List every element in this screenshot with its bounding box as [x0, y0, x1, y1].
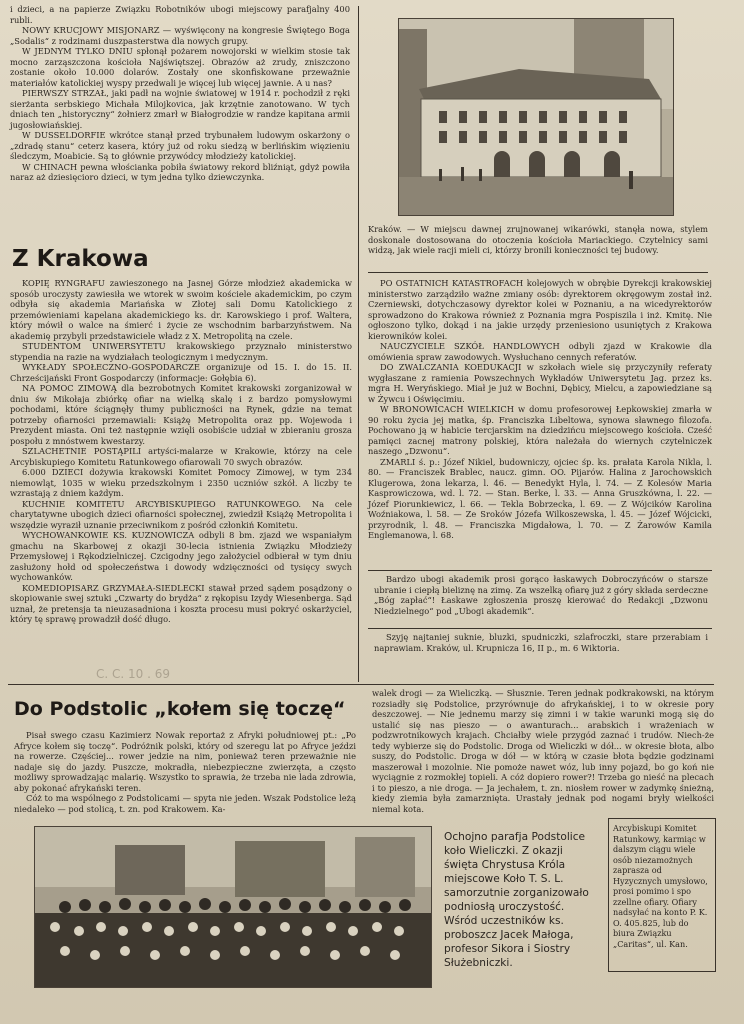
- section-heading-podstolice: Do Podstolic „kołem się toczę“: [14, 698, 346, 720]
- news-item: STUDENTOM UNIWERSYTETU krakowskiego przyznało ministerstwo stypendia na razie na wydziałach teologicznym i medycznym.: [10, 341, 352, 362]
- handwritten-note: C. C. 10 . 69: [96, 667, 170, 681]
- news-item: ZMARLI ś. p.: Józef Nikiel, budowniczy, ojciec śp. ks. prałata Karola Nikla, l. 80. — Franciszek Brablec, naucz. gimn. OO. Pijarów. Halina z Jarochowskich Klugerowa, żona lekarza, l. 46. — Benedykt Hyla, l. 74. — Z Kolesów Maria Kasprowiczowa, wd. l. 72. — Stan. Berke, l. 33. — Anna Gruszkówna, l. 22. — Józef Piorunkiewicz, l. 66. — Tekla Bobrzecka, l. 69. — Z Wójcików Karolina Woźniakowa, l. 58. — Ze Sroków Józefa Wilkoszewska, l. 45. — Józef Wójcicki, przyrodnik, l. 48. — Franciszka Migdałowa, l. 70. — Z Żarowów Kamila Englemanowa, l. 68.: [368, 456, 712, 540]
- news-item: PIERWSZY STRZAŁ, jaki padł na wojnie światowej w 1914 r. pochodził z ręki sierżanta serbskiego Michała Milojkovica, jak krzętnie zanotowano. W tych dniach ten „historyczny“ żołnierz zmarł w Białogrodzie w randze kapitana armii jugosłowiańskiej.: [10, 88, 350, 130]
- news-item: DO ZWALCZANIA KOEDUKACJI w szkołach wiele się przyczyniły referaty wygłaszane z ramienia Powszechnych Wykładów Uniwersytetu Jag. przez ks. mgra H. Weryńskiego. Miał je już w Bochni, Dębicy, Mielcu, a zapowiedziane są w Żywcu i Oświęcimiu.: [368, 362, 712, 404]
- news-item: i dzieci, a na papierze Związku Robotników ubogi miejscowy parafjalny 400 rubli.: [10, 4, 350, 25]
- news-item: W DUSSELDORFIE wkrótce stanął przed trybunałem ludowym oskarżony o „zdradę stanu“ ceterz kasera, który już od roku siedzą w berlińskim więzieniu śledczym, Moabicie. Są to głównie przywódcy młodzieży katolickiej.: [10, 130, 350, 161]
- news-item: WYKŁADY SPOŁECZNO-GOSPODARCZE organizuje od 15. I. do 15. II. Chrześcijański Front Gospodarczy (informacje: Gołębia 6).: [10, 362, 352, 383]
- podstolice-left-column: Pisał swego czasu Kazimierz Nowak reportaż z Afryki południowej pt.: „Po Afryce kołem się toczę“. Podróżnik polski, który od szeregu lat po Afryce jeździ na rowerze. Częściej... rower jedzie na nim, ponieważ teren przeważnie nie nadaje się do jazdy. Puszcze, mokradła, niebezpieczne zwierzęta, a często możliwy sprowadzając malarię. Wszystko to sprawia, że trzeba nie lada zdrowia, aby pokonać afrykański teren. Cóż to ma wspólnego z Podstolicami — spyta nie jeden. Wszak Podstolice leżą niedaleko — pod stolicą, t. zn. pod Krakowem. Ka-: [14, 730, 356, 814]
- horizontal-rule: [368, 570, 712, 571]
- top-left-news: [10, 4, 350, 244]
- crowd-illustration: [35, 827, 431, 987]
- notice-ubogi-akademik: Bardzo ubogi akademik prosi gorąco łaskawych Dobroczyńców o starsze ubranie i ciepłą bieliznę na zimę. Za wszelką ofiarę już z góry składa serdeczne „Bóg zapłać“! Łaskawe zgłoszenia proszę kierować do Redakcji „Dzwonu Niedzielnego“ pod „Ubogi akademik“.: [374, 574, 708, 616]
- building-illustration: [399, 19, 673, 215]
- right-news-column: [368, 278, 712, 568]
- news-item: NOWY KRUCJOWY MISJONARZ — wyświęcony na kongresie Świętego Boga „Sodalis“ z rodzinami duszpasterstwa dla nowych grupy.: [10, 25, 350, 46]
- news-item: KOMEDIOPISARZ GRZYMAŁA-SIEDLECKI stawał przed sądem posądzony o skopiowanie swej sztuki „Czwarty do brydża“ z rękopisu Izydy Wiesenberga. Sąd uznał, że pretensja ta nieuzasadniona i koszta procesu musi pokryć oskarżyciel, który tę sprawę prowadził dość długo.: [10, 582, 352, 624]
- photo-top-caption: Kraków. — W miejscu dawnej zrujnowanej wikarówki, stanęła nowa, stylem doskonale dostosowana do otoczenia kościoła Mariackiego. Czytelnicy sami widzą, jak wiele racji mieli ci, którzy bronili konieczności tej budowy.: [368, 224, 708, 255]
- column-divider: [358, 6, 359, 682]
- horizontal-rule: [368, 628, 712, 629]
- news-item: W JEDNYM TYLKO DNIU spłonął pożarem nowojorski w wielkim stosie tak mocno zarząszczona kościoła Najświętszej. Obrazów aż zrudy, zniszczono zostanie około 10.000 dolarów. Zostały one skonfiskowane przeważnie materiałów katolickiej wyspy przedwali je więcej lub więcej jawnie. A u nas?: [10, 46, 350, 88]
- news-item: SZLACHETNIE POSTĄPILI artyści-malarze w Krakowie, którzy na cele Arcybiskupiego Komitetu Ratunkowego ofiarowali 70 swych obrazów.: [10, 446, 352, 467]
- arcybiskupi-komitet-box: Arcybiskupi Komitet Ratunkowy, karmiąc w dalszym ciągu wiele osób niezamożnych zaprasza od Hyzycznych umysłowo, prosi pomimo i spo zzellne ofiary. Ofiary nadsyłać na konto P. K. O. 405.825, lub do biura Związku „Caritas“, ul. Kan.: [608, 818, 716, 972]
- news-item: PO OSTATNICH KATASTROFACH kolejowych w obrębie Dyrekcji krakowskiej ministerstwo zarządziło ważne zmiany osób: dyrektorem okręgowym został inż. Czerniewski, dotychczasowy dyrektor kolei w Poznaniu, a na wicedyrektorów sprowadzono do Krakowa również z Poznania mgra Pospiszila i inż. Kmitę. Nie ogłoszono tylko, dokąd i na jakie urzędy przeniesiono usuniętych z Krakowa kierowników kolei.: [368, 278, 712, 341]
- news-item: NAUCZYCIELE SZKÓŁ HANDLOWYCH odbyli zjazd w Krakowie dla omówienia spraw zawodowych. Wysłuchano cennych referatów.: [368, 341, 712, 362]
- news-item: KUCHNIE KOMITETU ARCYBISKUPIEGO RATUNKOWEGO. Na cele charytatywne ubogich dzieci ofiarności społecznej, zwiedził Książę Metropolita i wszędzie wyraził uznanie przeciwnikom z pośród członkiń Komitetu.: [10, 498, 352, 530]
- news-item: WYCHOWANKOWIE KS. KUZNOWICZA odbyli 8 bm. zjazd we wspaniałym gmachu na Skarbowej z okazji 30-lecia istnienia Związku Młodzieży Przemysłowej i Rękodzielniczej. Czcigodny jego założyciel odbierał w tym dniu zasłużony hołd od społeczeństwa i dowody wdzięczności od tysięcy swych wychowanków.: [10, 530, 352, 582]
- photo-bottom-caption: Ochojno parafja Podstolice koło Wieliczki. Z okazji święta Chrystusa Króla miejscowe Koło T. S. L. samorzutnie zorganizowało podniosłą uroczystość. Wśród uczestników ks. proboszcz Jacek Małoga, profesor Sikora i Siostry Służebniczki.: [444, 831, 589, 969]
- photo-ochojno-crowd: [34, 826, 432, 988]
- horizontal-rule: [368, 272, 708, 273]
- news-item: W CHINACH pewna włościanka pobiła światowy rekord bliźniąt, gdyż powiła naraz aż dziesięcioro dzieci, w tym jedna tylko dziewczynka.: [10, 161, 350, 182]
- news-item: 6.000 DZIECI dożywia krakowski Komitet Pomocy Zimowej, w tym 234 niemowląt, 1035 w wieku przedszkolnym i 2350 uczniów szkół. A liczby te wzrastają z dniem każdym.: [10, 467, 352, 498]
- notice-szycie: Szyję najtaniej suknie, bluzki, spudniczki, szlafroczki, stare przerabiam i naprawiam. Kraków, ul. Krupnicza 16, II p., m. 6 Wiktoria.: [374, 632, 708, 653]
- photo-wikarowka-building: [398, 18, 674, 216]
- section-heading-krakow: Z Krakowa: [12, 246, 149, 272]
- krakow-news-column: [10, 278, 352, 680]
- news-item: W BRONOWICACH WIELKICH w domu profesorowej Łepkowskiej zmarła w 90 roku życia jej matka, śp. Franciszka Libeltowa, synowa sławnego filozofa. Pochowano ją w habicie tercjarskim na dziedzińcu miejscowego kościoła. Cześć pamięci zacnej matrony polskiej, która należała do wiernych czytelniczek naszego „Dzwonu“.: [368, 404, 712, 456]
- news-item: NA POMOC ZIMOWĄ dla bezrobotnych Komitet krakowski zorganizował w dniu św Mikołaja zbiórkę ofiar na wielką skalę i z bardzo pomysłowymi pochodami, które ściągnęły tłumy publiczności na Rynek, gdzie na temat potrzeby ofiarności przemawiali: Książę Metropolita oraz pp. Wojewoda i Prezydent miasta. Oni też następnie wzięli osobiście udział w zbieraniu grosza pospołu z mnóstwem kwestarzy.: [10, 383, 352, 446]
- horizontal-rule: [8, 684, 714, 685]
- podstolice-right-column: walek drogi — za Wieliczką. — Słusznie. Teren jednak podkrakowski, na którym rozsiadły się Podstolice, przyrównuje do afrykańskiej, i to w okresie pory deszczowej. — Nie jednemu marzy się zimni i w takie warunki mogą się do ustalić się nas pieszo — o awanturach... arabskich i wrażeniach w podzwrotnikowych krajach. Chciałby wiele przygód zaznać i trudów. Niech-że tedy wybierze się do Podstolic. Droga od Wieliczki w dół... w okresie błota, albo suszy, do Podstolic. Droga w dół — w którą w czasie błota będzie godzinami maszerował i mozolnie. Nie pomoże nawet wóz, lub inny pojazd, bo go koń nie wyciągnie z rozmokłej topieli. A cóż dopiero rower?! Trzeba go nieść na plecach i to pieszo, a nie droga. — Ja jechałem, t. zn. niosłem rower w zadymkę śnieżną, kiedy ziemia była zamarznięta. Urastały jednak pod nogami bryły wielkości niemal kota.: [372, 688, 714, 814]
- news-item: KOPIĘ RYNGRAFU zawieszonego na Jasnej Górze młodzież akademicka w sposób uroczysty zawiesiła we wtorek w swoim kościele akademickim, po czym odbyła się akademia Mariańska w Złotej sali Domu Katolickiego z przemówieniami kapelana akademickiego ks. dr. Karowskiego i prof. Waltera, który mówił o walce na śmierć i życie ze wschodnim barbarzyństwem. Na akademię przybyli przedstawiciele władz z X. Metropolitą na czele.: [10, 278, 352, 341]
